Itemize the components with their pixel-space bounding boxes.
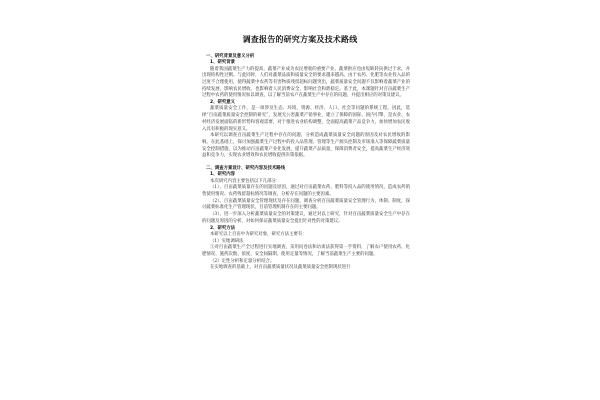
body-paragraph: 在实地调查的基础上，对百亩蔬菜质量状况及蔬菜质量安全控制现状进行 xyxy=(210,265,351,271)
body-paragraph: 随着我国蔬菜生产力的提高，蔬菜产业成为农民增收的重要产业。蔬菜供应也由短缺转向供过于求，并出现结构性过剩。与此同时，人们对蔬菜品质和质量安全的要求越来越高。由于农药、化肥等农业投入品的过度不合理使用，使得蔬菜中农药等有害物质残留超标问题突出，蔬菜质量安全问题不仅影响着蔬菜产业的持续发展，影响农民增收，也影响着人民消费安全，影响社会和谐稳定。基于此，本课题针对百亩蔬菜生产过程中农药的使用情况加以调查，以了解当前农户在蔬菜生产中存在的问题，并提出相应的对策及建议。 xyxy=(202,66,410,99)
section-heading: 二、调查方案设计、研究内容及技术路线 xyxy=(206,166,286,172)
body-paragraph: （1）、百亩蔬菜质量存在的问题及原因，通过对百亩蔬菜农药、肥料等投入品的使用情况，造成农药销售使用情况、农药残留超标情况等调查，分析存在问题的主要因素。 xyxy=(202,185,410,198)
body-paragraph: 本研究以上百亩中为研究对象，研究方法主要有： xyxy=(210,231,307,237)
body-paragraph: （2）定性分析和定量分析结合。 xyxy=(210,258,275,264)
body-paragraph: （2）、百亩蔬菜质量安全管理现状及存在问题，调查分析百亩蔬菜质量安全管理行为、体制、制度，探讨蔬菜标准化生产管理现状，目前管理机制存在的主要问题。 xyxy=(202,198,410,211)
body-paragraph: （3）、进一步深入分析蔬菜质量安全的对策建议，通过对以上研究，针对百亩蔬菜质量安全生产中存在的问题及原因的分析，对如何保证蔬菜质量安全提出针对性的对策建议。 xyxy=(202,212,410,224)
document-body xyxy=(202,54,410,272)
body-paragraph: 本次研究内容主要包括以下几部分： xyxy=(210,178,281,184)
body-paragraph: 蔬菜质量安全工作，是一项涉及生态、环境、资源、经济、人口、社会等问题的系统工程。因此，选择“百亩蔬菜质量安全控制的研究”，发展无公害蔬菜产销事业，建立了保障的国际、国内引擎，是农业、农村经济发展面临的新形势和客观需要，对于推进农业结构调整，全面提高蔬菜产品竞争力，加快增加农民收入具有积极的现实意义。 xyxy=(202,106,410,132)
body-paragraph: ①对百亩蔬菜生产全过程进行实地调查，采用问卷法和访谈法获得第一手资料，了解农户使用农药、化肥情况、施药次数、浓度、安全间隔期、使用定量等情况，了解当前蔬菜生产主要的问题。 xyxy=(202,245,410,257)
subsection-heading: 2、研究意义 xyxy=(210,100,236,106)
section-heading: 一、研究背景及意义分析 xyxy=(206,54,255,59)
subsection-heading: 2、研究方法 xyxy=(210,225,236,231)
body-paragraph: 本研究以调查百亩蔬菜生产过程中存在的问题，分析造成蔬菜质量安全问题的原因及对农民增收的影响。在此基础上，探讨加强蔬菜生产过程中的投入品管理、管理等生产源头控制及市场准入等保障蔬菜质量安全控制措施，以为推动百亩蔬菜产业化发展，提升蔬菜产品质量，保障消费者安全，提高蔬菜生产经济效益和竞争力，实现农业增效和农民增收提供决策依据。 xyxy=(202,133,410,159)
body-paragraph: （1）实地调研法 xyxy=(210,238,244,244)
document-title: 调查报告的研究方案及技术路线 xyxy=(242,35,358,44)
subsection-heading: 1、研究内容 xyxy=(210,172,236,178)
subsection-heading: 1、研究背景 xyxy=(210,60,236,66)
